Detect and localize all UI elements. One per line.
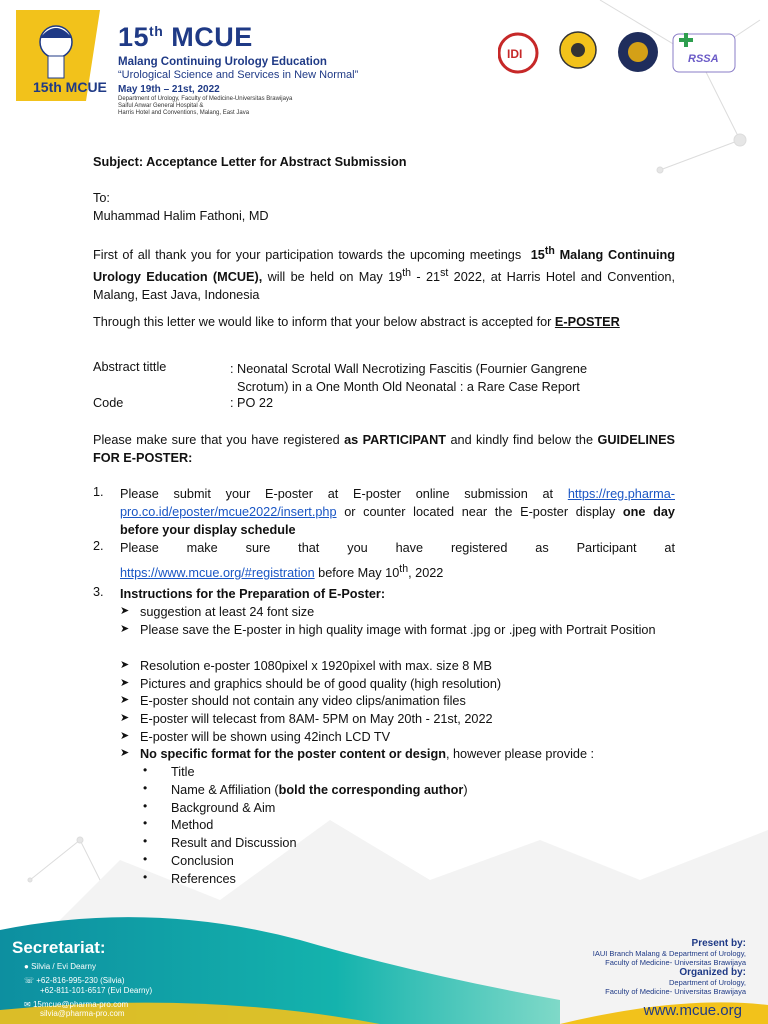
- present-by-line-1: IAUI Branch Malang & Department of Urology,: [592, 949, 746, 958]
- list-item-register-b: https://www.mcue.org/#registration before May 10th, 2022: [120, 563, 444, 581]
- accepted-type: E-POSTER: [554, 315, 620, 329]
- person-icon: ●: [24, 962, 29, 971]
- poster-section-item: Name & Affiliation (bold the corresponding author): [171, 782, 468, 797]
- arrow-bullet-icon: ➤: [120, 694, 130, 706]
- event-full-name: Malang Continuing Urology Education: [118, 56, 327, 68]
- instruction-item: Pictures and graphics should be of good quality (high resolution): [140, 677, 502, 691]
- bullet-dot-icon: •: [143, 869, 148, 884]
- bullet-dot-icon: •: [143, 834, 148, 849]
- instruction-item: Resolution e-poster 1080pixel x 1920pixel with max. size 8 MB: [140, 659, 492, 673]
- poster-section-item: Title: [171, 765, 195, 779]
- recipient-name: Muhammad Halim Fathoni, MD: [93, 209, 269, 223]
- list-number-2: 2.: [93, 539, 104, 553]
- organized-by-label: Organized by:: [679, 967, 746, 978]
- contact-names: ● Silvia / Evi Dearny: [24, 962, 96, 971]
- arrow-bullet-icon: ➤: [120, 623, 130, 635]
- whatsapp-icon: ☏: [24, 976, 35, 985]
- ub-logo: [618, 32, 658, 72]
- partner-logos: [498, 30, 748, 80]
- abstract-title-value: : Neonatal Scrotal Wall Necrotizing Fascitis (Fournier Gangrene Scrotum) in a One Month Old Neonatal : a Rare Case Report: [230, 362, 588, 394]
- instruction-item: E-poster should not contain any video clips/animation files: [140, 694, 466, 708]
- arrow-bullet-icon: ➤: [120, 747, 130, 759]
- mcue-mascot-logo: [8, 8, 108, 103]
- submission-link[interactable]: https://reg.pharma-pro.co.id/eposter/mcue2022/insert.php: [120, 487, 675, 519]
- code-label: Code: [93, 396, 124, 410]
- instruction-format: No specific format for the poster content or design, however please provide :: [140, 747, 595, 761]
- svg-text:RSSA: RSSA: [688, 53, 719, 65]
- arrow-bullet-icon: ➤: [120, 605, 130, 617]
- letter-subject: Subject: Acceptance Letter for Abstract Submission: [93, 155, 407, 169]
- rssa-logo: [673, 33, 735, 72]
- organized-by-line-2: Faculty of Medicine- Universitas Brawijaya: [605, 987, 746, 996]
- list-number-1: 1.: [93, 485, 104, 499]
- paragraph-guidelines: Please make sure that you have registered as PARTICIPANT and kindly find below the GUIDELINES FOR E-POSTER:: [93, 433, 676, 465]
- bullet-dot-icon: •: [143, 816, 148, 831]
- to-label: To:: [93, 191, 110, 205]
- phone-1: ☏ +62-816-995-230 (Silvia): [24, 976, 125, 985]
- mascot-label: 15th MCUE: [33, 79, 107, 95]
- poster-section-item: Result and Discussion: [171, 836, 297, 851]
- arrow-bullet-icon: ➤: [120, 730, 130, 742]
- email-icon: ✉: [24, 1000, 31, 1009]
- secretariat-title: Secretariat:: [12, 938, 106, 957]
- poster-section-item: Method: [171, 818, 214, 833]
- present-by-line-2: Faculty of Medicine- Universitas Brawijaya: [605, 958, 746, 967]
- code-value: : PO 22: [230, 396, 274, 410]
- event-title: 15th MCUE: [118, 22, 253, 52]
- organized-by-line-1: Department of Urology,: [669, 978, 746, 987]
- event-date: May 19th – 21st, 2022: [118, 84, 220, 95]
- instruction-item: E-poster will be shown using 42inch LCD TV: [140, 730, 391, 744]
- arrow-bullet-icon: ➤: [120, 659, 130, 671]
- bullet-dot-icon: •: [143, 852, 148, 866]
- phone-2: +62-811-101-6517 (Evi Dearny): [40, 986, 153, 995]
- email-2: silvia@pharma-pro.com: [40, 1009, 125, 1018]
- poster-section-item: Background & Aim: [171, 800, 276, 815]
- event-venue: Department of Urology, Faculty of Medicine-Universitas Brawijaya Saiful Anwar General Hospital & Harris Hotel and Conventions, Malang, East Java: [118, 96, 293, 116]
- instruction-item: E-poster will telecast from 8AM- 5PM on May 20th - 21st, 2022: [140, 712, 493, 726]
- bullet-dot-icon: •: [143, 763, 148, 777]
- list-item-submit: Please submit your E-poster at E-poster online submission at https://reg.pharma-pro.co.id/eposter/mcue2022/insert.php or counter located near the E-poster display one day before your display schedule: [120, 487, 675, 537]
- bullet-dot-icon: •: [143, 780, 148, 795]
- bullet-dot-icon: •: [143, 798, 148, 813]
- instruction-item: suggestion at least 24 font size: [140, 605, 315, 619]
- poster-section-item: Conclusion: [171, 854, 234, 868]
- instruction-item: Please save the E-poster in high quality image with format .jpg or .jpeg with Portrait Position: [140, 623, 656, 637]
- idi-logo: [499, 34, 537, 72]
- arrow-bullet-icon: ➤: [120, 712, 130, 724]
- paragraph-acceptance: Through this letter we would like to inform that your below abstract is accepted for E-POSTER: [93, 315, 620, 329]
- website-link[interactable]: www.mcue.org: [643, 1002, 742, 1019]
- paragraph-intro: First of all thank you for your participation towards the upcoming meetings 15th Malang Continuing Urology Education (MCUE), will be held on May 19th - 21st 2022, at Harris Hotel and Convention, Malang, East Java, Indonesia: [93, 245, 676, 303]
- instructions-title: Instructions for the Preparation of E-Poster:: [120, 587, 386, 601]
- poster-section-item: References: [171, 871, 236, 886]
- arrow-bullet-icon: ➤: [120, 677, 130, 689]
- list-item-register-a: Please make sure that you have registered as Participant at: [120, 541, 675, 555]
- abstract-title-label: Abstract tittle: [93, 360, 167, 374]
- registration-link[interactable]: https://www.mcue.org/#registration: [120, 566, 315, 581]
- present-by-label: Present by:: [691, 938, 746, 949]
- list-number-3: 3.: [93, 585, 104, 599]
- event-theme: “Urological Science and Services in New Normal”: [118, 69, 359, 81]
- iaui-logo: [560, 32, 596, 68]
- email-1: ✉ 15mcue@pharma-pro.com: [24, 1000, 129, 1009]
- svg-text:IDI: IDI: [507, 47, 523, 61]
